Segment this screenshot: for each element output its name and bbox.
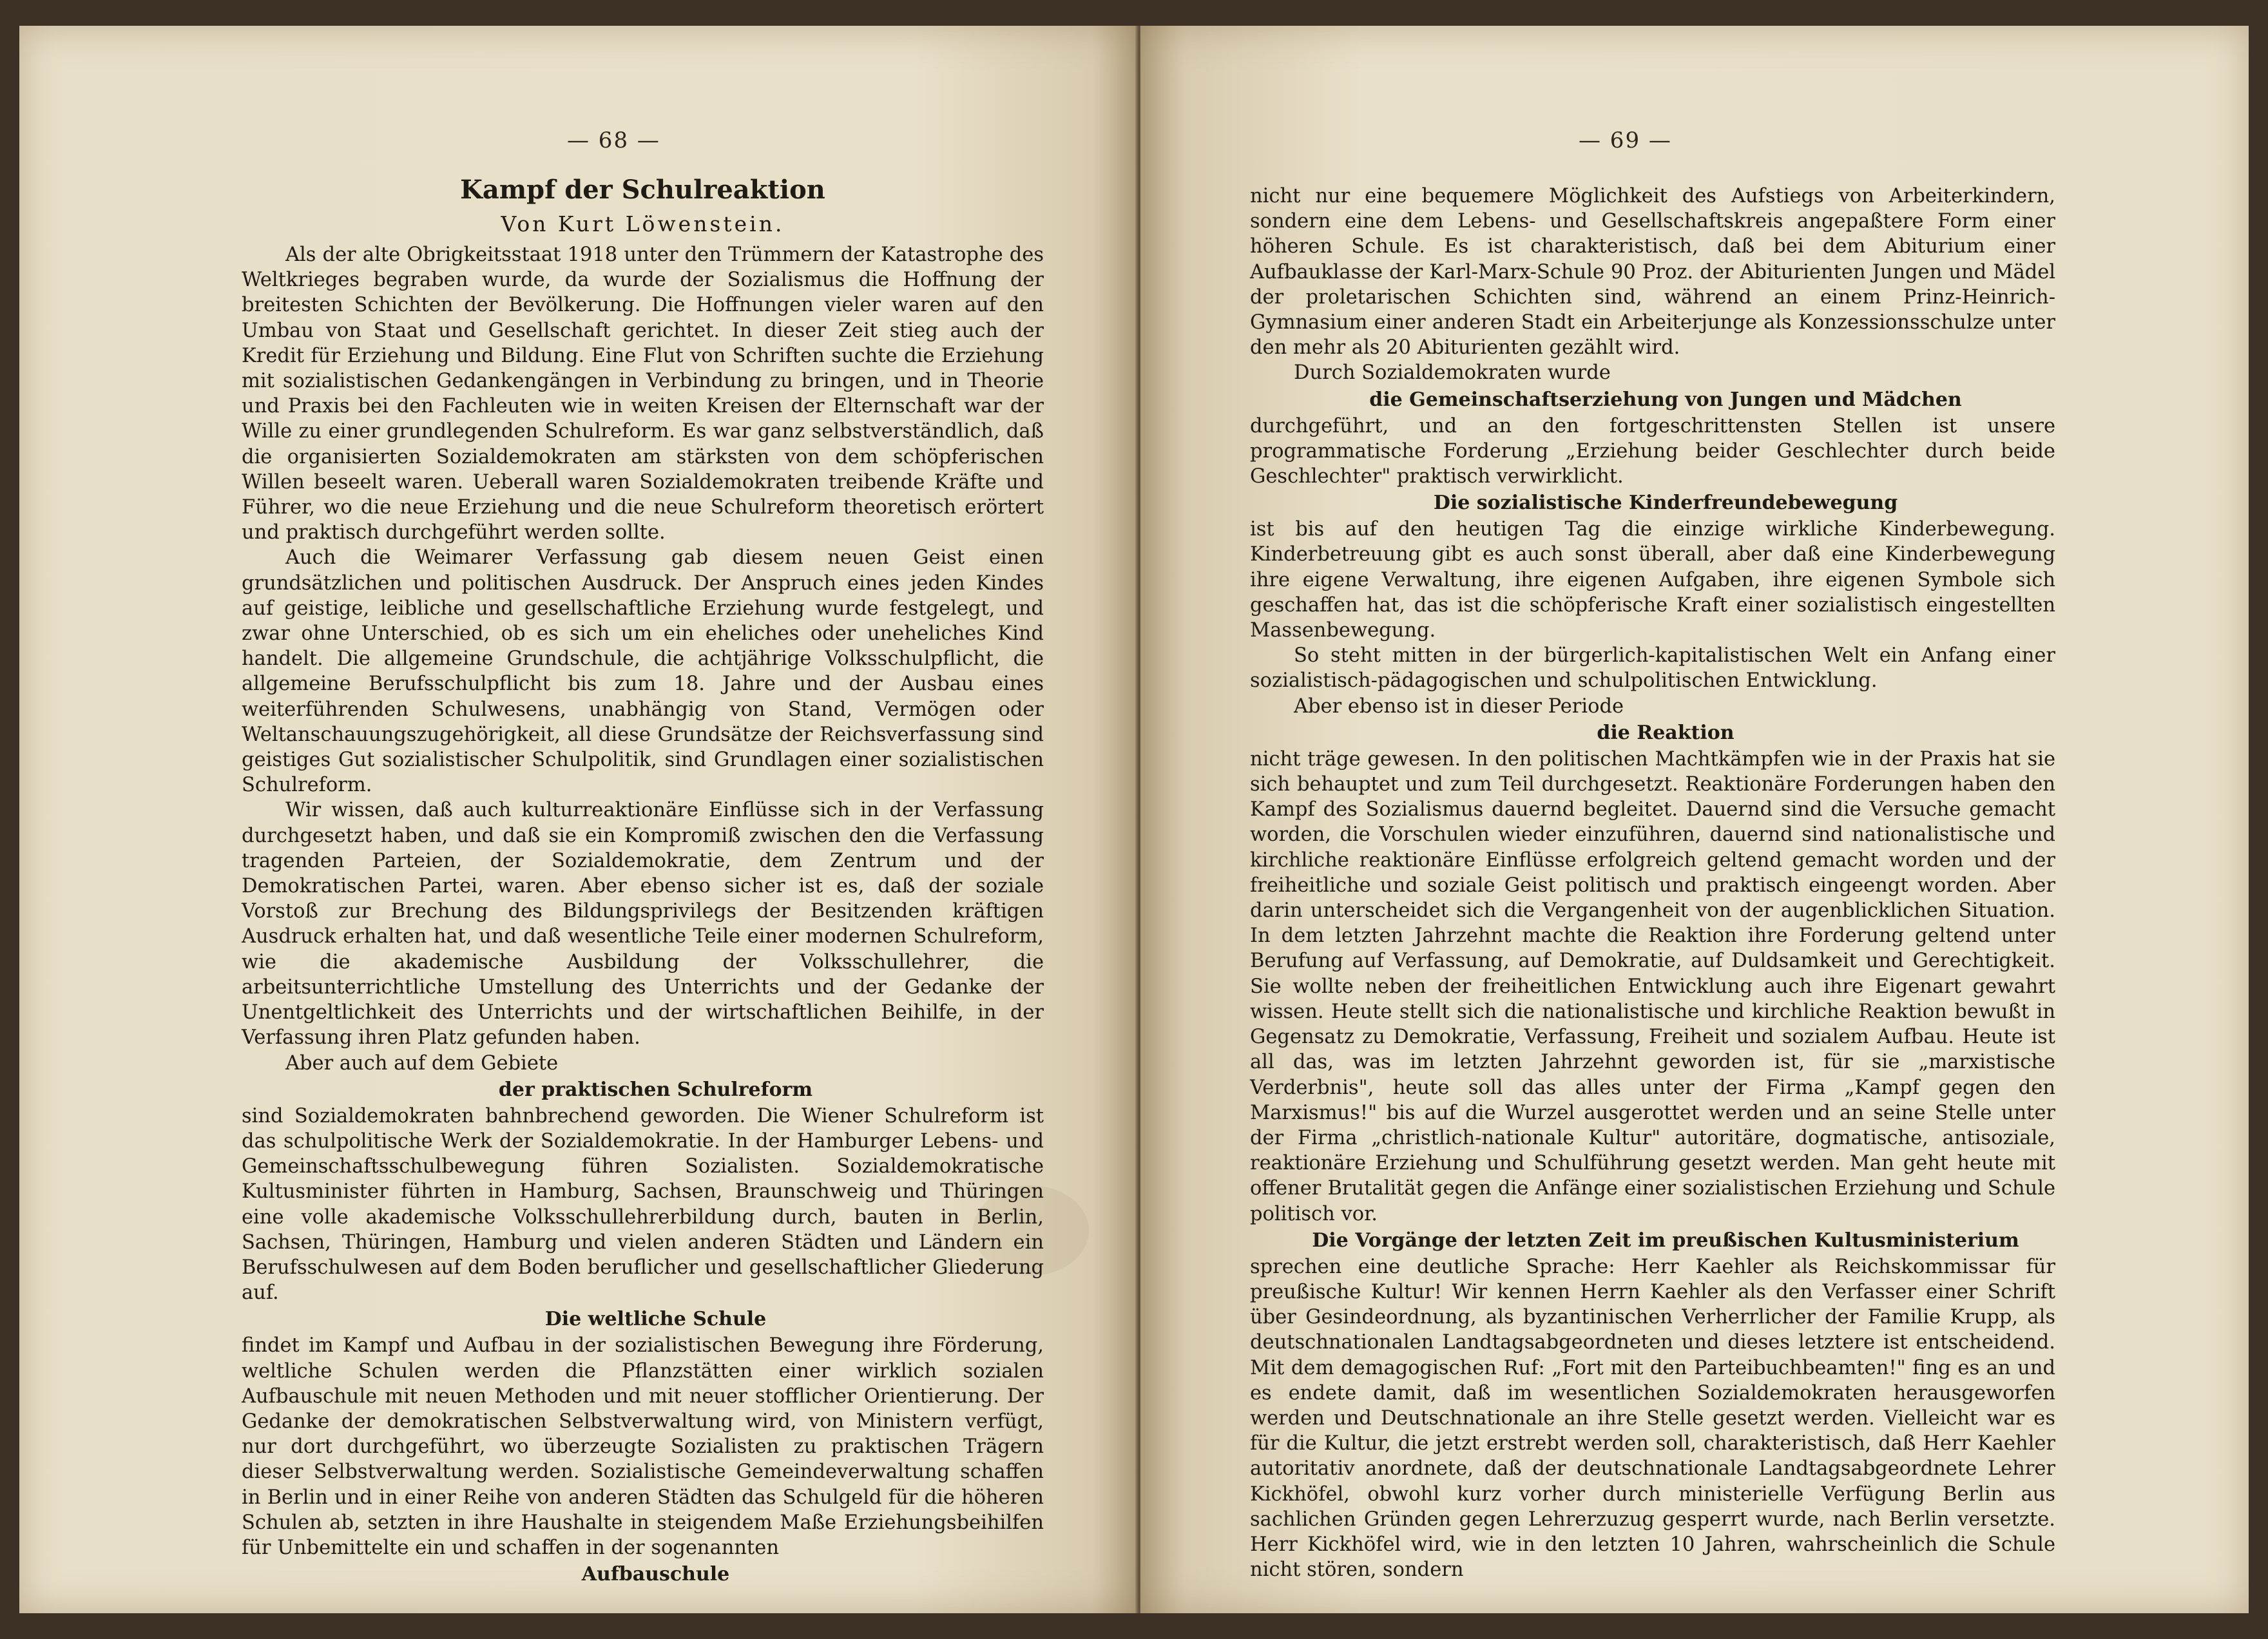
section-heading: Die weltliche Schule <box>544 1308 767 1331</box>
section-heading: der praktischen Schulreform <box>498 1078 813 1101</box>
lead-in: Aber ebenso ist in dieser Periode <box>1294 695 1624 718</box>
paragraph: So steht mitten in der bürgerlich-kapitalistischen Welt ein Anfang einer sozialistisch-pädagogischen und schulpolitischen Entwicklung. <box>1250 644 2055 693</box>
paragraph: Auch die Weimarer Verfassung gab diesem neuen Geist einen grundsätzlichen und politischen Ausdruck. Der Anspruch eines jeden Kindes auf geistige, leibliche und gesellschaftliche Erziehung wurde festgelegt, und zwar ohne Unterschied, ob es sich um ein eheliches oder uneheliches Kind handelt. Die allgemeine Grundschule, die achtjährige Volksschulpflicht, die allgemeine Berufsschulpflicht bis zum 18. Jahre und der Ausbau eines weiterführenden Schulwesens, unabhängig von Stand, Vermögen oder Weltanschauungszugehörigkeit, all diese Grundsätze der Reichsverfassung sind geistiges Gut sozialistischer Schulpolitik, sind Grundlagen einer sozialistischen Schulreform. <box>242 546 1044 797</box>
lead-in: Aber auch auf dem Gebiete <box>285 1051 559 1075</box>
paragraph: findet im Kampf und Aufbau in der sozialistischen Bewegung ihre Förderung, weltliche Schulen werden die Pflanzstätten einer wirklich sozialen Aufbauschule mit neuen Methoden und mit neuer stofflicher Orientierung. Der Gedanke der demokratischen Selbstverwaltung wird, von Ministern verfügt, nur dort durchgeführt, wo überzeugte Sozialisten zu praktischen Trägern dieser Selbstverwaltung werden. Sozialistische Gemeindeverwaltung schaffen in Berlin und in einer Reihe von anderen Städten das Schulgeld für die höheren Schulen ab, setzten in ihre Haushalte in steigendem Maße Erziehungsbeihilfen für Unbemittelte ein und schaffen in der sogenannten <box>242 1334 1044 1559</box>
paragraph: ist bis auf den heutigen Tag die einzige wirkliche Kinderbewegung. Kinderbetreuung gibt es auch sonst überall, aber daß eine Kinderbewegung ihre eigene Verwaltung, ihre eigenen Aufgaben, ihre eigenen Symbole sich geschaffen hat, das ist die schöpferische Kraft einer sozialistisch eingestellten Massenbewegung. <box>1250 518 2055 642</box>
right-page-text <box>1250 184 2055 1582</box>
section-heading: die Reaktion <box>1597 721 1735 744</box>
article-author: Von Kurt Löwenstein. <box>501 211 785 236</box>
paragraph: sind Sozialdemokraten bahnbrechend geworden. Die Wiener Schulreform ist das schulpolitische Werk der Sozialdemokratie. In der Hamburger Lebens- und Gemeinschaftsschulbewegung führen Sozialisten. Sozialdemokratische Kultusminister führten in Hamburg, Sachsen, Braunschweig und Thüringen eine volle akademische Volksschullehrerbildung durch, bauten in Berlin, Sachsen, Thüringen, Hamburg und vielen anderen Städten und Ländern ein Berufsschulwesen auf dem Boden beruflicher und gesellschaftlicher Gliederung auf. <box>242 1104 1044 1305</box>
article-title: Kampf der Schulreaktion <box>460 175 825 205</box>
section-heading: Die Vorgänge der letzten Zeit im preußischen Kultusministerium <box>1312 1229 2019 1252</box>
page-number: — 68 — <box>567 128 660 153</box>
paragraph: nicht nur eine bequemere Möglichkeit des Aufstiegs von Arbeiterkindern, sondern eine dem Lebens- und Gesellschaftskreis angepaßtere Form einer höheren Schule. Es ist charakteristisch, daß bei dem Abiturium einer Aufbauklasse der Karl-Marx-Schule 90 Proz. der Abiturienten Jungen und Mädel der proletarischen Schichten sind, während an einem Prinz-Heinrich-Gymnasium einer anderen Stadt ein Arbeiterjunge als Konzessionsschulze unter den mehr als 20 Abiturienten gezählt wird. <box>1250 185 2055 359</box>
right-page <box>1140 26 2249 1613</box>
section-heading: die Gemeinschaftserziehung von Jungen und Mädchen <box>1369 388 1962 411</box>
lead-in: Durch Sozialdemokraten wurde <box>1294 361 1611 385</box>
paragraph: Als der alte Obrigkeitsstaat 1918 unter den Trümmern der Katastrophe des Weltkrieges begraben wurde, da wurde der Sozialismus die Hoffnung der breitesten Schichten der Bevölkerung. Die Hoffnungen vieler waren auf den Umbau von Staat und Gesellschaft gerichtet. In dieser Zeit stieg auch der Kredit für Erziehung und Bildung. Eine Flut von Schriften suchte die Erziehung mit sozialistischen Gedankengängen in Verbindung zu bringen, und in Theorie und Praxis bei den Fachleuten wie in weiten Kreisen der Elternschaft war der Wille zu einer grundlegenden Schulreform. Es war ganz selbstverständlich, daß die organisierten Sozialdemokraten am stärksten von dem schöpferischen Willen beseelt waren. Ueberall waren Sozialdemokraten treibende Kräfte und Führer, wo die neue Erziehung und die neue Schulreform theoretisch erörtert und praktisch durchgeführt werden sollte. <box>242 244 1044 544</box>
paragraph: Wir wissen, daß auch kulturreaktionäre Einflüsse sich in der Verfassung durchgesetzt haben, und daß sie ein Kompromiß zwischen den die Verfassung tragenden Parteien, der Sozialdemokratie, dem Zentrum und der Demokratischen Partei, waren. Aber ebenso sicher ist es, daß der soziale Vorstoß zur Brechung des Bildungsprivilegs der Besitzenden kräftigen Ausdruck erhalten hat, und daß wesentliche Teile einer modernen Schulreform, wie die akademische Ausbildung der Volksschullehrer, die arbeitsunterrichtliche Umstellung des Unterrichts und der Gedanke der Unentgeltlichkeit des Unterrichts und der wirtschaftlichen Beihilfe, in der Verfassung ihren Platz gefunden haben. <box>242 799 1044 1050</box>
section-heading: Aufbauschule <box>581 1563 730 1586</box>
paragraph: sprechen eine deutliche Sprache: Herr Kaehler als Reichskommissar für preußische Kultur! Wir kennen Herrn Kaehler als den Verfasser einer Schrift über Gesindeordnung, als byzantinischen Verherrlicher der Familie Krupp, als deutschnationalen Landtagsabgeordneten und dieses letztere ist entscheidend. Mit dem demagogischen Ruf: „Fort mit den Parteibuchbeamten!" fing es an und es endete damit, daß im wesentlichen Sozialdemokraten herausgeworfen werden und Deutschnationale an ihre Stelle gesetzt werden. Vielleicht war es für die Kultur, die jetzt erstrebt werden soll, charakteristisch, daß Herr Kaehler autoritativ anordnete, daß der deutschnationale Landtagsabgeordnete Lehrer Kickhöfel, obwohl kurz vorher durch ministerielle Verfügung Berlin aus sachlichen Gründen gegen Lehrerzuzug gesperrt wurde, nach Berlin versetzte. Herr Kickhöfel wird, wie in den letzten 10 Jahren, wahrscheinlich die Schule nicht stören, sondern <box>1250 1255 2055 1582</box>
left-page <box>19 26 1137 1613</box>
page-number: — 69 — <box>1579 128 1672 153</box>
paragraph: durchgeführt, und an den fortgeschrittensten Stellen ist unsere programmatische Forderung „Erziehung beider Geschlechter durch beide Geschlechter" praktisch verwirklicht. <box>1250 414 2055 488</box>
section-heading: Die sozialistische Kinderfreundebewegung <box>1433 492 1898 515</box>
paragraph: nicht träge gewesen. In den politischen Machtkämpfen wie in der Praxis hat sie sich behauptet und zum Teil durchgesetzt. Reaktionäre Forderungen haben den Kampf des Sozialismus dauernd begleitet. Dauernd sind die Versuche gemacht worden, die Vorschulen wieder einzuführen, dauernd sind nationalistische und kirchliche reaktionäre Einflüsse erfolgreich geltend gemacht worden und der freiheitliche und soziale Geist politisch und praktisch eingeengt worden. Aber darin unterscheidet sich die Vergangenheit von der augenblicklichen Situation. In dem letzten Jahrzehnt machte die Reaktion ihre Forderung geltend unter Berufung auf Verfassung, auf Demokratie, auf Duldsamkeit und Gerechtigkeit. Sie wollte neben der freiheitlichen Entwicklung auch ihre Eigenart gewahrt wissen. Heute stellt sich die nationalistische und kirchliche Reaktion bewußt in Gegensatz zu Demokratie, Verfassung, Freiheit und sozialem Aufbau. Heute ist all das, was im letzten Jahrzehnt geworden ist, für sie „marxistische Verderbnis", heute soll das alles unter der Firma „Kampf gegen den Marxismus!" bis auf die Wurzel ausgerottet werden und an seine Stelle unter der Firma „christlich-nationale Kultur" autoritäre, dogmatische, antisoziale, reaktionäre Erziehung und Schulführung gesetzt werden. Man geht heute mit offener Brutalität gegen die Anfänge einer sozialistischen Erziehung und Schule politisch vor. <box>1250 747 2055 1225</box>
left-page-text <box>242 174 1044 1588</box>
